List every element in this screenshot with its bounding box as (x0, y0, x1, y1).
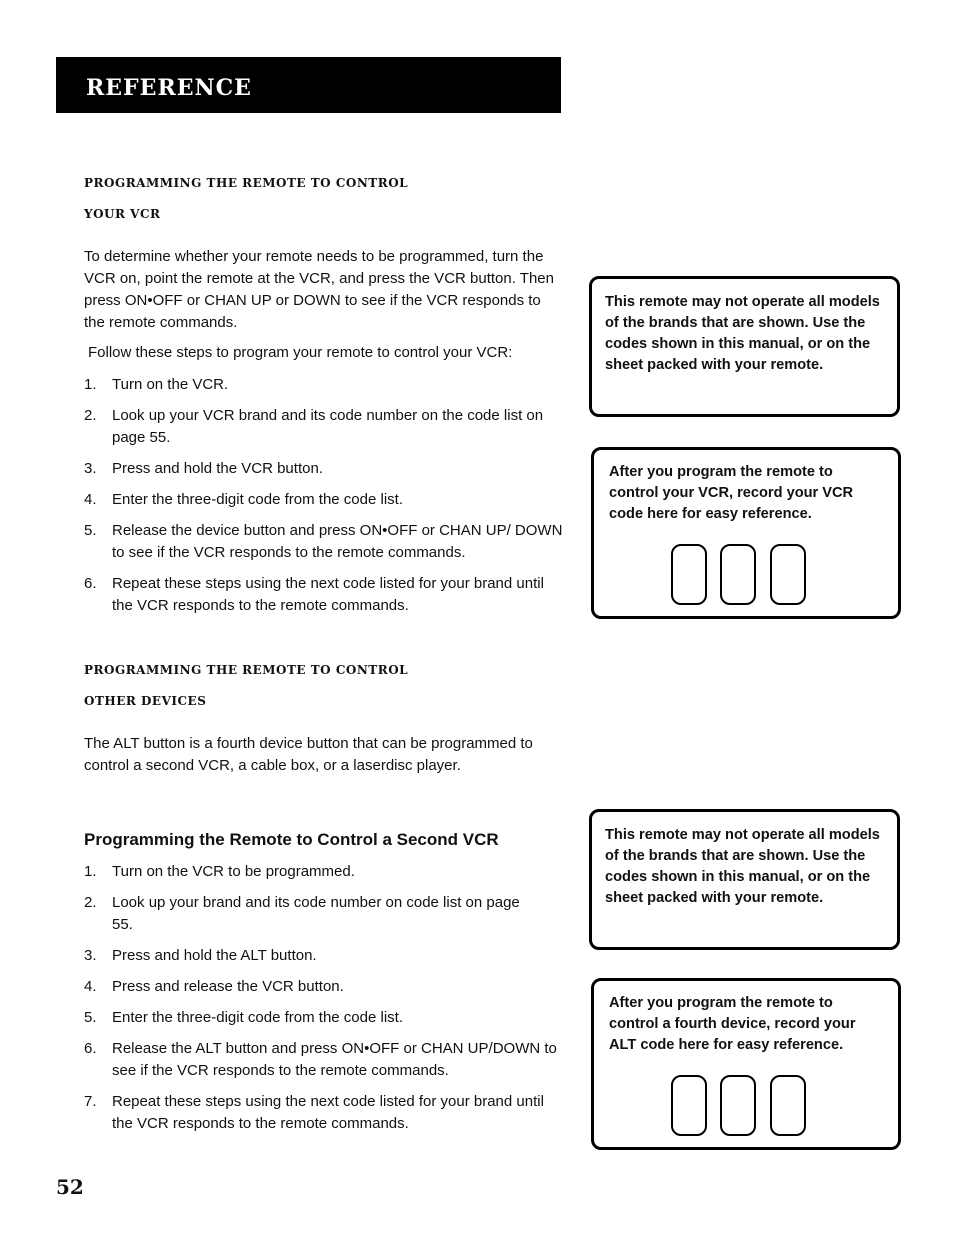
list-item (84, 861, 566, 883)
code-digit-slot (671, 1075, 707, 1136)
section1-steps (84, 374, 566, 626)
step-text: Turn on the VCR to be programmed. (112, 863, 355, 880)
step-text: Release the device button and press ON•OFF or CHAN UP/ DOWN to see if the VCR responds to the remote commands. (112, 522, 563, 561)
step-text: Repeat these steps using the next code listed for your brand until the VCR responds to the remote commands. (112, 575, 544, 614)
list-item (84, 945, 566, 967)
step-text: Repeat these steps using the next code listed for your brand until the VCR responds to the remote commands. (112, 1093, 544, 1132)
brand-note-box-1 (589, 276, 900, 417)
list-item (84, 458, 566, 480)
step-number: 1. (84, 863, 97, 880)
step-number: 2. (84, 894, 97, 911)
section2-heading-line2: Other Devices (84, 690, 207, 710)
brand-note-text-2: This remote may not operate all models of the brands that are shown. Use the codes shown in this manual, or on the sheet packed with your remote. (605, 827, 880, 906)
step-number: 4. (84, 978, 97, 995)
step-number: 6. (84, 575, 97, 592)
list-item (84, 573, 566, 617)
code-digit-slot (671, 544, 707, 605)
alt-code-record-box (591, 978, 901, 1150)
list-item (84, 520, 566, 564)
code-digit-slot (720, 544, 756, 605)
code-digit-slot (720, 1075, 756, 1136)
section1-heading-line1: Programming the Remote to Control (84, 172, 409, 192)
list-item (84, 976, 566, 998)
section2-intro: The ALT button is a fourth device button that can be programmed to control a second VCR, a cable box, or a laserdisc player. (84, 735, 533, 774)
list-item (84, 1038, 566, 1082)
step-number: 4. (84, 491, 97, 508)
step-number: 6. (84, 1040, 97, 1057)
step-number: 3. (84, 947, 97, 964)
step-number: 1. (84, 376, 97, 393)
step-text: Turn on the VCR. (112, 376, 229, 393)
alt-code-note-text: After you program the remote to control a fourth device, record your ALT code here for easy reference. (609, 995, 856, 1053)
step-text: Look up your brand and its code number on code list on page 55. (112, 894, 520, 933)
step-number: 3. (84, 460, 97, 477)
section2-subheading: Programming the Remote to Control a Second VCR (84, 830, 499, 849)
list-item (84, 374, 566, 396)
list-item (84, 405, 566, 449)
list-item (84, 892, 566, 936)
section1-lead: Follow these steps to program your remote to control your VCR: (88, 344, 513, 361)
code-digit-slot (770, 1075, 806, 1136)
brand-note-box-2 (589, 809, 900, 950)
section1-heading (84, 167, 554, 229)
section-header-bar (56, 57, 561, 113)
section2-heading (84, 654, 554, 716)
list-item (84, 1007, 566, 1029)
page-number: 52 (56, 1175, 84, 1199)
step-number: 5. (84, 522, 97, 539)
step-text: Press and release the VCR button. (112, 978, 344, 995)
list-item (84, 1091, 566, 1135)
step-text: Enter the three-digit code from the code list. (112, 491, 403, 508)
step-number: 2. (84, 407, 97, 424)
page-title: reference (86, 65, 252, 103)
step-text: Release the ALT button and press ON•OFF or CHAN UP/DOWN to see if the VCR responds to the remote commands. (112, 1040, 557, 1079)
step-number: 5. (84, 1009, 97, 1026)
section1-heading-line2: Your VCR (84, 203, 161, 223)
vcr-code-record-box (591, 447, 901, 619)
step-number: 7. (84, 1093, 97, 1110)
vcr-code-note-text: After you program the remote to control your VCR, record your VCR code here for easy reference. (609, 464, 854, 522)
step-text: Look up your VCR brand and its code number on the code list on page 55. (112, 407, 544, 446)
section2-steps (84, 861, 566, 1144)
brand-note-text-1: This remote may not operate all models of the brands that are shown. Use the codes shown in this manual, or on the sheet packed with your remote. (605, 294, 880, 373)
step-text: Press and hold the ALT button. (112, 947, 317, 964)
step-text: Enter the three-digit code from the code list. (112, 1009, 403, 1026)
section2-heading-line1: Programming the Remote to Control (84, 659, 409, 679)
section1-intro: To determine whether your remote needs to be programmed, turn the VCR on, point the remote at the VCR, and press the VCR button. Then press ON•OFF or CHAN UP or DOWN to see if the VCR responds to the remote commands. (84, 248, 554, 331)
list-item (84, 489, 566, 511)
code-digit-slot (770, 544, 806, 605)
step-text: Press and hold the VCR button. (112, 460, 323, 477)
